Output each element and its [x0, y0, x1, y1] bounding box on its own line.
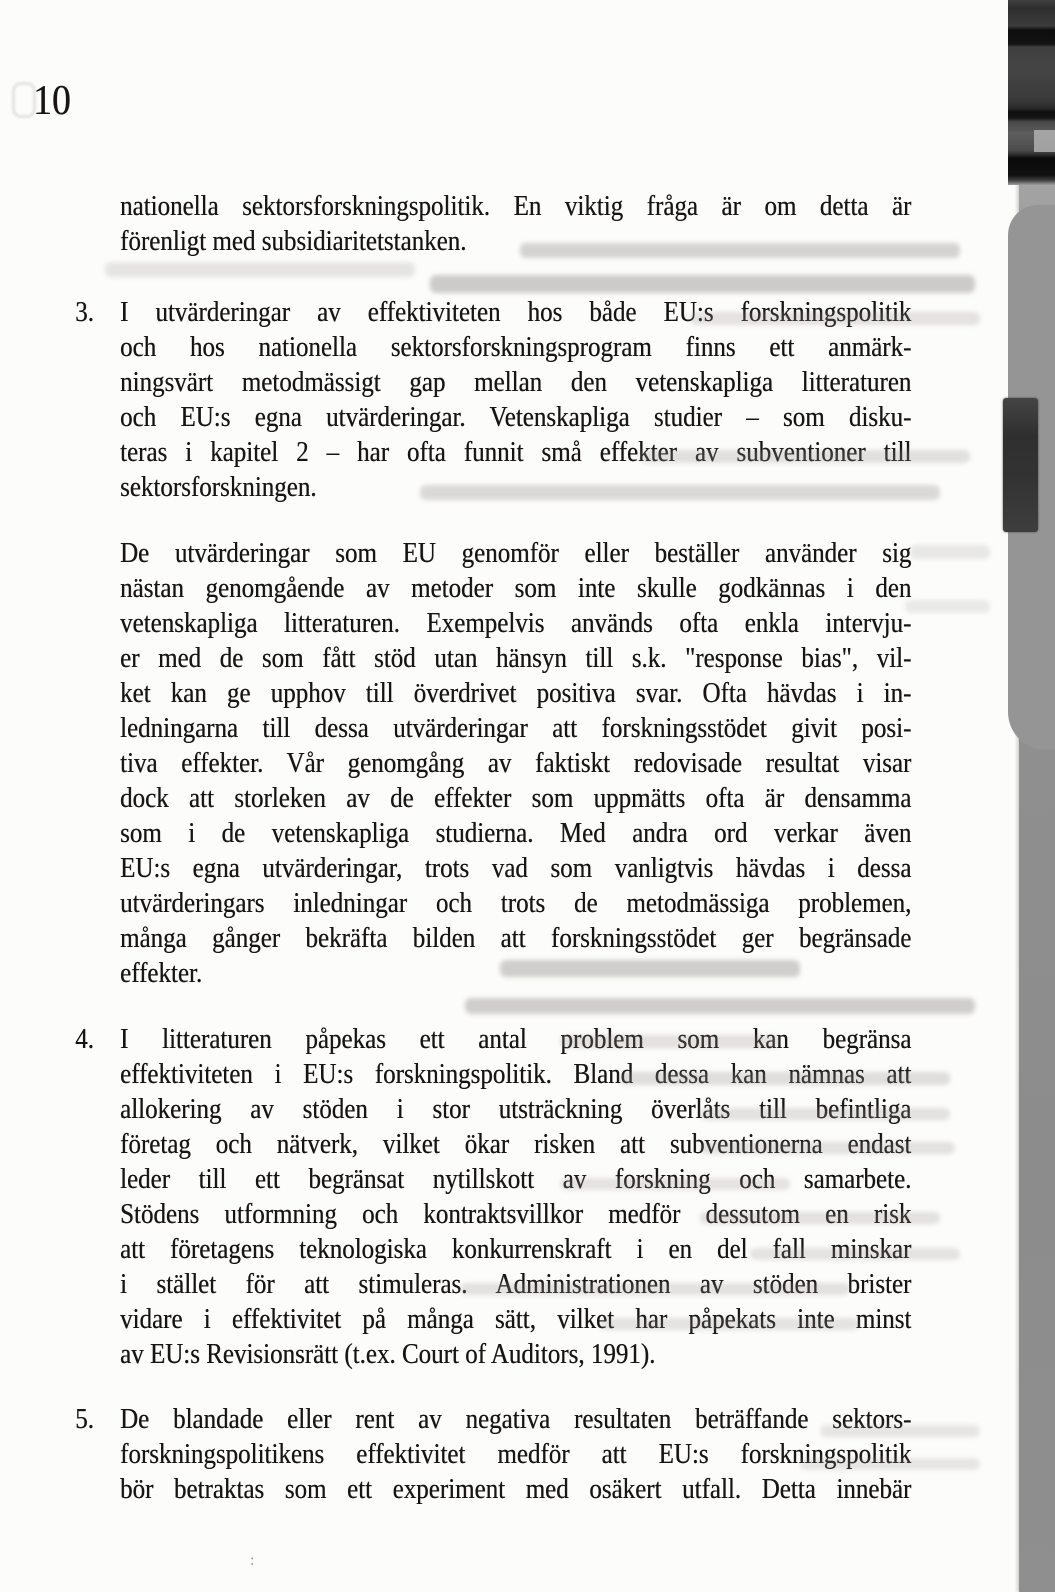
text-line: effekter. — [120, 957, 203, 989]
text-line: nationella sektorsforskningspolitik. En viktig fråga är om detta är — [120, 190, 912, 222]
bleedthrough-text-smudge — [820, 1425, 980, 1437]
text-line: nästan genomgående av metoder som inte skulle godkännas i den — [120, 572, 912, 604]
text-line: sektorsforskningen. — [120, 471, 317, 503]
bleedthrough-text-smudge — [420, 485, 940, 500]
text-line: EU:s egna utvärderingar, trots vad som vanligtvis hävdas i dessa — [120, 852, 912, 884]
text-line: teras i kapitel 2 – har ofta funnit små effekter av subventioner till — [120, 436, 912, 468]
list-item-3 — [75, 295, 912, 505]
text-line: ningsvärt metodmässigt gap mellan den vetenskapliga litteraturen — [120, 366, 912, 398]
bleedthrough-text-smudge — [500, 960, 800, 977]
stray-ink-mark: : — [250, 1552, 255, 1569]
bleedthrough-text-smudge — [750, 1248, 960, 1260]
text-line: er med de som fått stöd utan hänsyn till s.k. "response bias", vil- — [120, 642, 912, 674]
text-line: utvärderingars inledningar och trots de metodmässiga problemen, — [120, 887, 912, 919]
item-number: 5. — [75, 1403, 94, 1435]
item-number: 3. — [75, 296, 94, 328]
bleedthrough-text-smudge — [465, 998, 975, 1014]
text-line: dock att storleken av de effekter som uppmätts ofta är densamma — [120, 782, 912, 814]
bleedthrough-text-smudge — [700, 1142, 955, 1154]
text-line: förenligt med subsidiaritetstanken. — [120, 225, 467, 257]
text-line: De blandade eller rent av negativa resultaten beträffande sektors- — [120, 1403, 912, 1435]
bleedthrough-text-smudge — [690, 312, 980, 325]
scan-edge-light-patch — [1034, 130, 1055, 152]
bleedthrough-text-smudge — [640, 450, 970, 463]
text-line: företag och nätverk, vilket ökar risken att subventionerna endast — [120, 1128, 912, 1160]
text-line: och hos nationella sektorsforskningsprogram finns ett anmärk- — [120, 331, 912, 363]
text-line: av EU:s Revisionsrätt (t.ex. Court of Auditors, 1991). — [120, 1338, 656, 1370]
text-line: ket kan ge upphov till överdrivet positiva svar. Ofta hävdas i in- — [120, 677, 912, 709]
text-line: forskningspolitikens effektivitet medför att EU:s forskningspolitik — [120, 1438, 912, 1470]
bleedthrough-text-smudge — [460, 1283, 850, 1295]
text-line: i stället för att stimuleras. Administrationen av stöden brister — [120, 1268, 912, 1300]
text-line: vetenskapliga litteraturen. Exempelvis används ofta enkla intervju- — [120, 607, 912, 639]
bleedthrough-text-smudge — [600, 1318, 860, 1330]
bleedthrough-text-smudge — [560, 1035, 780, 1048]
text-line: bör betraktas som ett experiment med osäkert utfall. Detta innebär — [120, 1473, 912, 1505]
item-number: 4. — [75, 1023, 94, 1055]
bleedthrough-text-smudge — [620, 1072, 950, 1085]
bleedthrough-text-smudge — [700, 1108, 950, 1120]
text-line: många gånger bekräfta bilden att forskningsstödet ger begränsade — [120, 922, 912, 954]
bleedthrough-text-smudge — [105, 262, 415, 277]
bleedthrough-text-smudge — [800, 1458, 980, 1470]
text-line: som i de vetenskapliga studierna. Med andra ord verkar även — [120, 817, 912, 849]
text-line: effektiviteten i EU:s forskningspolitik. Bland dessa kan nämnas att — [120, 1058, 912, 1090]
scan-edge-dark-top — [1008, 0, 1055, 185]
bleedthrough-text-smudge — [905, 600, 990, 613]
bleedthrough-text-smudge — [520, 243, 960, 258]
text-line: I litteraturen påpekas ett antal problem som kan begränsa — [120, 1023, 912, 1055]
text-column — [75, 0, 912, 1592]
text-line: tiva effekter. Vår genomgång av faktiskt redovisade resultat visar — [120, 747, 912, 779]
bleedthrough-text-smudge — [560, 1178, 790, 1190]
text-line: och EU:s egna utvärderingar. Vetenskapliga studier – som disku- — [120, 401, 912, 433]
text-line: Stödens utformning och kontraktsvillkor medför dessutom en risk — [120, 1198, 912, 1230]
text-line: ledningarna till dessa utvärderingar att forskningsstödet givit posi- — [120, 712, 912, 744]
text-line: allokering av stöden i stor utsträckning överlåts till befintliga — [120, 1093, 912, 1125]
page-number: 10 — [33, 78, 71, 124]
bleedthrough-text-smudge — [910, 545, 990, 559]
text-line: att företagens teknologiska konkurrenskraft i en del fall minskar — [120, 1233, 912, 1265]
paragraph — [120, 536, 911, 991]
text-line: vidare i effektivitet på många sätt, vilket har påpekats inte minst — [120, 1303, 912, 1335]
scan-edge-dark-block — [1003, 398, 1038, 532]
text-line: I utvärderingar av effektiviteten hos både EU:s forskningspolitik — [120, 296, 912, 328]
text-line: leder till ett begränsat nytillskott av forskning och samarbete. — [120, 1163, 912, 1195]
list-item-5 — [75, 1402, 912, 1507]
text-line: De utvärderingar som EU genomför eller beställer använder sig — [120, 537, 912, 569]
bleedthrough-text-smudge — [430, 275, 975, 293]
bleedthrough-text-smudge — [700, 1212, 940, 1224]
